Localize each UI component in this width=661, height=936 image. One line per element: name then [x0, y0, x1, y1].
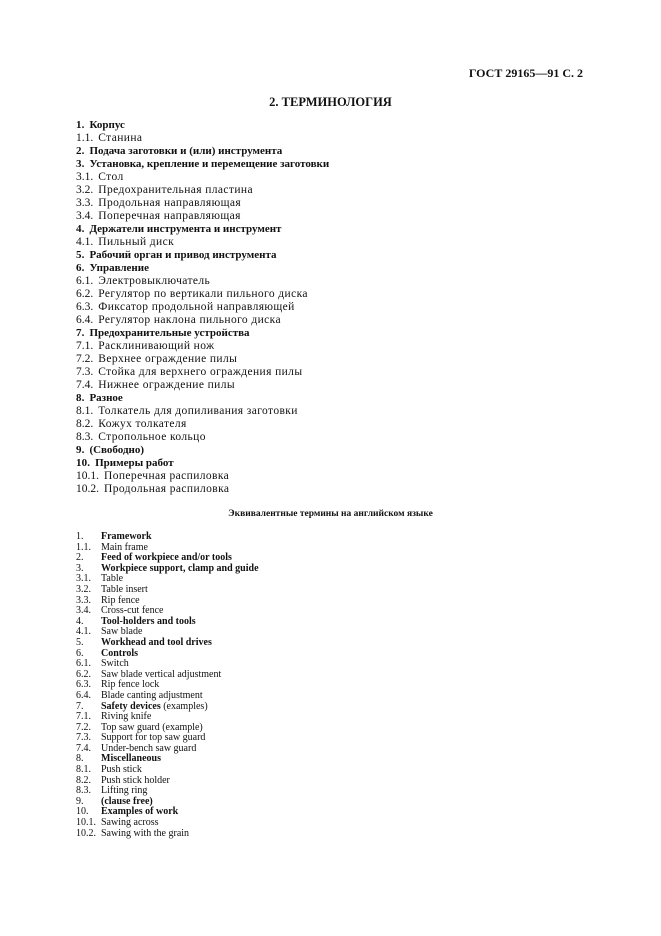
- term-text: Рабочий орган и привод инструмента: [89, 249, 277, 261]
- term-number: 6.: [76, 262, 85, 274]
- term-number: 7.: [76, 327, 85, 339]
- ru-term-item: [76, 132, 329, 145]
- term-number: 8.: [76, 753, 84, 765]
- russian-term-list: [76, 119, 329, 496]
- term-number: 9.: [76, 795, 84, 807]
- term-text: Стол: [98, 171, 124, 183]
- term-number: 4.1.: [76, 626, 91, 638]
- term-number: 3.2.: [76, 583, 91, 595]
- term-number: 1.: [76, 531, 84, 542]
- ru-term-item: [76, 405, 329, 418]
- term-number: 7.3.: [76, 366, 94, 378]
- ru-term-item: [76, 314, 329, 327]
- term-number: 10.2.: [76, 827, 96, 839]
- term-text: Поперечная распиловка: [104, 470, 230, 482]
- term-number: 6.1.: [76, 275, 94, 287]
- term-number: 3.: [76, 562, 84, 574]
- term-text: Feed of workpiece and/or tools: [101, 552, 232, 564]
- term-number: 4.1.: [76, 236, 94, 248]
- english-equivalents-title: Эквивалентные термины на английском языке: [228, 509, 433, 519]
- term-text: Framework: [101, 531, 152, 542]
- term-text: Saw blade vertical adjustment: [101, 668, 222, 680]
- term-number: 4.: [76, 223, 85, 235]
- term-text: Rip fence lock: [101, 679, 160, 691]
- term-text: Under-bench saw guard: [101, 742, 197, 754]
- term-text: Фиксатор продольной направляющей: [98, 301, 295, 313]
- term-text: Примеры работ: [95, 457, 174, 469]
- term-number: 6.: [76, 647, 84, 659]
- term-text: Support for top saw guard: [101, 732, 206, 744]
- term-number: 8.1.: [76, 405, 94, 417]
- ru-term-item: [76, 288, 329, 301]
- term-number: 10.1.: [76, 817, 96, 829]
- term-text: Safety devices: [101, 700, 161, 712]
- term-number: 7.4.: [76, 379, 94, 391]
- term-text: Разное: [89, 392, 123, 404]
- term-text: (clause free): [101, 795, 153, 807]
- term-number: 3.2.: [76, 184, 94, 196]
- term-text: Sawing across: [101, 817, 159, 829]
- term-number: 3.3.: [76, 197, 94, 209]
- term-number: 10.1.: [76, 470, 99, 482]
- term-text-wrap: [101, 829, 189, 840]
- term-number: 2.: [76, 145, 85, 157]
- term-text: Miscellaneous: [101, 753, 161, 765]
- term-number: 3.1.: [76, 171, 94, 183]
- term-number: 7.1.: [76, 711, 91, 723]
- term-number: 8.1.: [76, 764, 91, 776]
- ru-section-heading: [76, 392, 329, 405]
- ru-section-heading: [76, 158, 329, 171]
- term-number: 2.: [76, 552, 84, 564]
- term-text: Table: [101, 573, 124, 585]
- term-number: 7.2.: [76, 721, 91, 733]
- term-number: 6.4.: [76, 314, 94, 326]
- term-text: Продольная направляющая: [98, 197, 242, 209]
- term-qualifier: (examples): [160, 700, 208, 712]
- page-header: ГОСТ 29165—91 С. 2: [468, 66, 583, 80]
- ru-section-heading: [76, 327, 329, 340]
- term-text: Top saw guard (example): [101, 721, 203, 733]
- term-number: 3.3.: [76, 594, 91, 606]
- ru-term-item: [76, 236, 329, 249]
- term-text: Workhead and tool drives: [101, 636, 212, 648]
- ru-section-heading: [76, 262, 329, 275]
- term-number: 6.3.: [76, 301, 94, 313]
- ru-term-item: [76, 210, 329, 223]
- term-text: Верхнее ограждение пилы: [98, 353, 238, 365]
- term-number: 5.: [76, 636, 84, 648]
- ru-term-item: [76, 483, 329, 496]
- term-text: Станина: [98, 132, 143, 144]
- term-text: Держатели инструмента и инструмент: [89, 223, 282, 235]
- term-text: Расклинивающий нож: [98, 340, 215, 352]
- term-text: Предохранительные устройства: [89, 327, 250, 339]
- ru-section-heading: [76, 223, 329, 236]
- ru-term-item: [76, 366, 329, 379]
- term-text: Корпус: [89, 119, 125, 131]
- ru-term-item: [76, 340, 329, 353]
- term-number: 9.: [76, 444, 85, 456]
- term-number: 1.1.: [76, 132, 94, 144]
- term-text: Workpiece support, clamp and guide: [101, 562, 259, 574]
- term-number: 6.3.: [76, 679, 91, 691]
- term-text: Предохранительная пластина: [98, 184, 253, 196]
- term-text: Регулятор наклона пильного диска: [98, 314, 281, 326]
- term-text: Электровыключатель: [98, 275, 211, 287]
- ru-term-item: [76, 470, 329, 483]
- term-text: Кожух толкателя: [98, 418, 187, 430]
- term-number: 6.4.: [76, 689, 91, 701]
- term-text: Управление: [89, 262, 149, 274]
- term-text: Нижнее ограждение пилы: [98, 379, 235, 391]
- term-number: 6.2.: [76, 288, 94, 300]
- term-text: Riving knife: [101, 711, 152, 723]
- term-text: Examples of work: [101, 806, 179, 818]
- term-text: Main frame: [101, 541, 148, 553]
- ru-section-heading: [76, 444, 329, 457]
- term-number: 3.: [76, 158, 85, 170]
- ru-section-heading: [76, 457, 329, 470]
- ru-term-item: [76, 275, 329, 288]
- term-text: Tool-holders and tools: [101, 615, 196, 627]
- term-text: Controls: [101, 647, 139, 659]
- ru-term-item: [76, 184, 329, 197]
- term-number: 8.: [76, 392, 85, 404]
- term-number: 3.4.: [76, 605, 91, 617]
- term-text: Регулятор по вертикали пильного диска: [98, 288, 308, 300]
- term-text: Push stick holder: [101, 774, 170, 786]
- ru-section-heading: [76, 145, 329, 158]
- term-text: Продольная распиловка: [104, 483, 230, 495]
- term-number: 10.: [76, 457, 91, 469]
- term-text: Установка, крепление и перемещение заготовки: [89, 158, 330, 170]
- ru-term-item: [76, 379, 329, 392]
- term-number: 6.1.: [76, 658, 91, 670]
- term-number: 8.2.: [76, 774, 91, 786]
- term-text: Пильный диск: [98, 236, 175, 248]
- en-term-item: [76, 829, 259, 840]
- term-number: 3.1.: [76, 573, 91, 585]
- term-text: Saw blade: [101, 626, 143, 638]
- term-number: 3.4.: [76, 210, 94, 222]
- term-text: Поперечная направляющая: [98, 210, 241, 222]
- term-text: Подача заготовки и (или) инструмента: [89, 145, 283, 157]
- term-text: Rip fence: [101, 594, 140, 606]
- term-number: 8.2.: [76, 418, 94, 430]
- ru-section-heading: [76, 249, 329, 262]
- ru-term-item: [76, 353, 329, 366]
- term-number: 6.2.: [76, 668, 91, 680]
- term-text: Cross-cut fence: [101, 605, 164, 617]
- ru-term-item: [76, 418, 329, 431]
- english-term-list: [76, 532, 259, 839]
- ru-term-item: [76, 301, 329, 314]
- term-text-wrap: [101, 564, 259, 575]
- term-number: 1.1.: [76, 541, 91, 553]
- term-text: Стропольное кольцо: [98, 431, 206, 443]
- term-text: Стойка для верхнего ограждения пилы: [98, 366, 303, 378]
- term-text: Table insert: [101, 583, 148, 595]
- ru-section-heading: [76, 119, 329, 132]
- term-number: 4.: [76, 615, 84, 627]
- term-text: Switch: [101, 658, 129, 670]
- ru-term-item: [76, 431, 329, 444]
- term-text: Lifting ring: [101, 785, 148, 797]
- term-text: Sawing with the grain: [101, 827, 190, 839]
- ru-term-item: [76, 171, 329, 184]
- term-text: Push stick: [101, 764, 142, 776]
- term-number: 1.: [76, 119, 85, 131]
- ru-term-item: [76, 197, 329, 210]
- term-number: 8.3.: [76, 785, 91, 797]
- term-number: 8.3.: [76, 431, 94, 443]
- term-number: 7.3.: [76, 732, 91, 744]
- term-number: 7.4.: [76, 742, 91, 754]
- term-text: (Свободно): [89, 444, 145, 456]
- term-number: 7.2.: [76, 353, 94, 365]
- section-title: 2. ТЕРМИНОЛОГИЯ: [269, 95, 392, 109]
- term-text: Blade canting adjustment: [101, 689, 203, 701]
- term-number: 10.2.: [76, 483, 99, 495]
- term-text: Толкатель для допиливания заготовки: [98, 405, 298, 417]
- term-number: 7.1.: [76, 340, 94, 352]
- term-number: 10.: [76, 806, 89, 818]
- term-number: 5.: [76, 249, 85, 261]
- term-number: 7.: [76, 700, 84, 712]
